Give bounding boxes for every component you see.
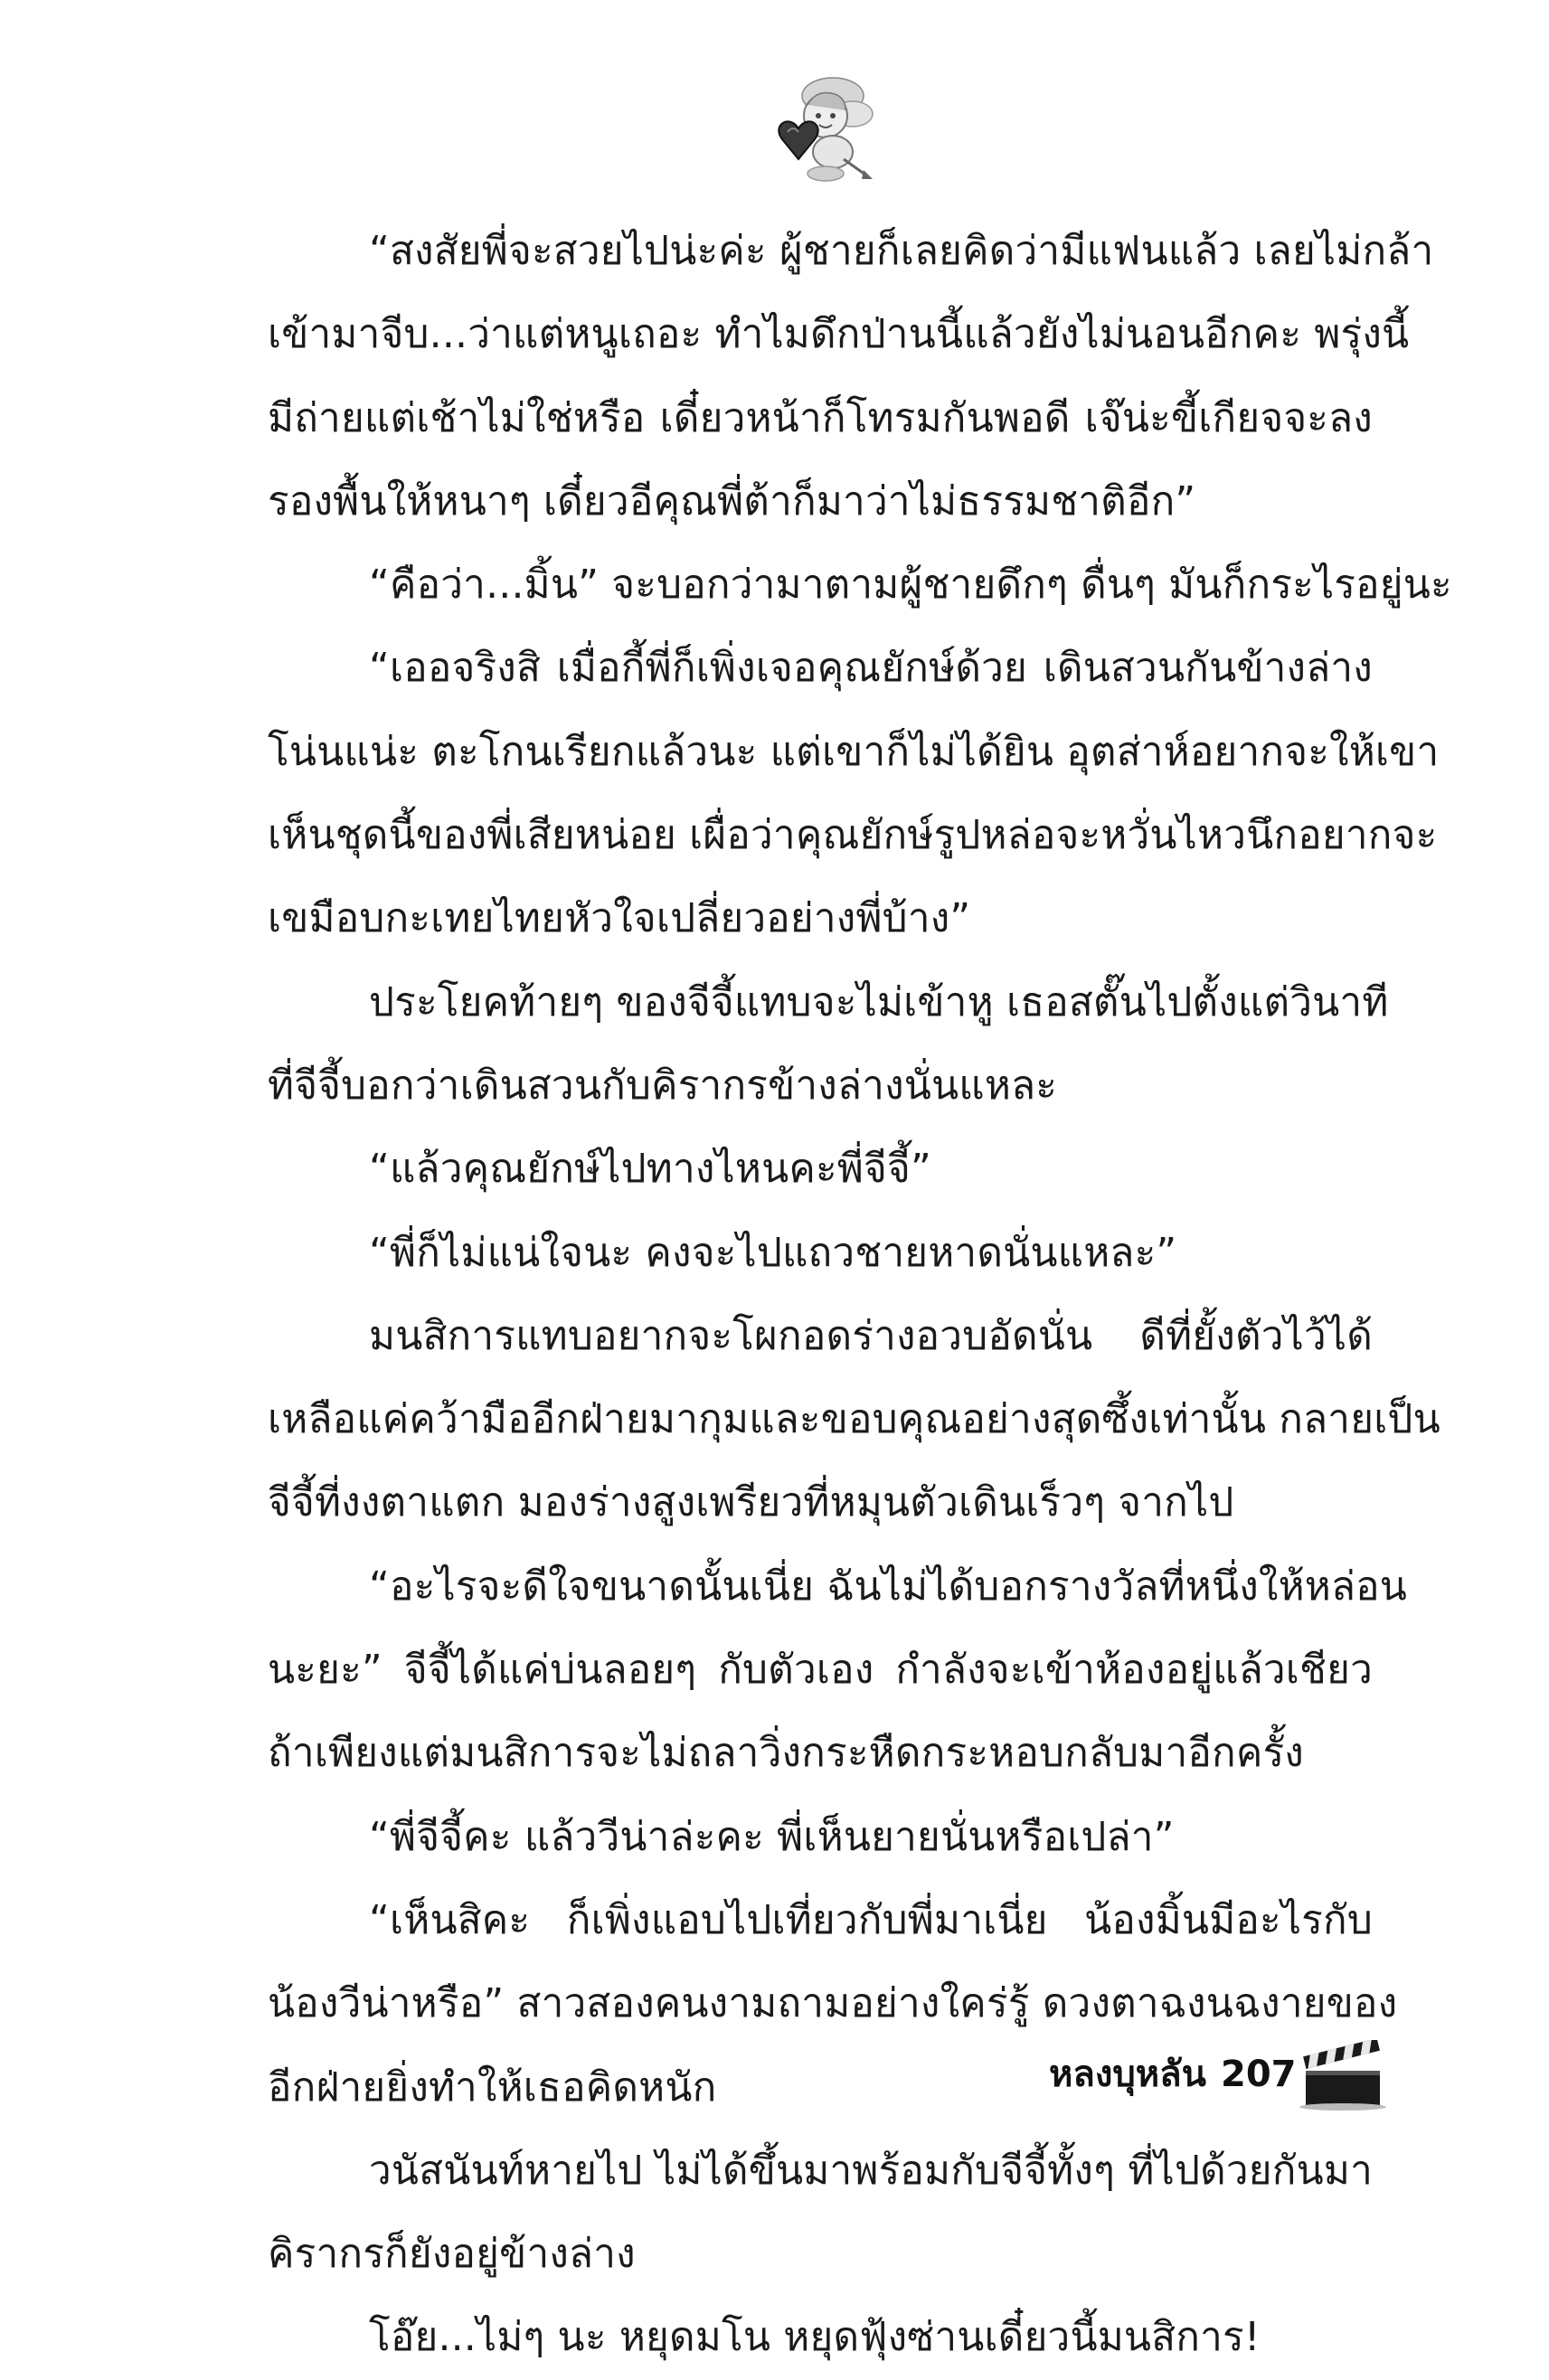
text-line: “แล้วคุณยักษ์ไปทางไหนคะพี่จีจี้”: [369, 1146, 931, 1193]
text-line: อีกฝ่ายยิ่งทำให้เธอคิดหนัก: [268, 2064, 717, 2111]
text-line: ถ้าเพียงแต่มนสิการจะไม่ถลาวิ่งกระหืดกระหอบกลับมาอีกครั้ง: [268, 1730, 1304, 1777]
text-line: “สงสัยพี่จะสวยไปน่ะค่ะ ผู้ชายก็เลยคิดว่ามีแฟนแล้ว เลยไม่กล้า: [369, 228, 1434, 274]
text-line: จีจี้ที่งงตาแตก มองร่างสูงเพรียวที่หมุนตัวเดินเร็วๆ จากไป: [268, 1479, 1234, 1526]
text-line: “เออจริงสิ เมื่อกี้พี่ก็เพิ่งเจอคุณยักษ์ด้วย เดินสวนกันข้างล่าง: [369, 645, 1373, 692]
text-line: เหลือแค่คว้ามืออีกฝ่ายมากุมและขอบคุณอย่างสุดซึ้งเท่านั้น กลายเป็น: [268, 1396, 1440, 1443]
text-line: มนสิการแทบอยากจะโผกอดร่างอวบอัดนั่น ดีที่ยั้งตัวไว้ได้: [369, 1312, 1373, 1359]
text-line: ที่จีจี้บอกว่าเดินสวนกับคิรากรข้างล่างนั่นแหละ: [268, 1062, 1058, 1109]
text-line: “พี่ก็ไม่แน่ใจนะ คงจะไปแถวชายหาดนั่นแหละ”: [369, 1229, 1177, 1276]
book-title: หลงบุหลัน: [1049, 2054, 1207, 2095]
text-line: นะยะ” จีจี้ได้แค่บ่นลอยๆ กับตัวเอง กำลังจะเข้าห้องอยู่แล้วเชียว: [268, 1647, 1373, 1694]
text-line: “คือว่า...มิ้น” จะบอกว่ามาตามผู้ชายดึกๆ ดื่นๆ มันก็กระไรอยู่นะ: [369, 562, 1452, 609]
film-clapperboard-icon: [1293, 2040, 1393, 2111]
text-line: “เห็นสิคะ ก็เพิ่งแอบไปเที่ยวกับพี่มาเนี่ย น้องมิ้นมีอะไรกับ: [369, 1896, 1373, 1943]
text-line: “อะไรจะดีใจขนาดนั้นเนี่ย ฉันไม่ได้บอกรางวัลที่หนึ่งให้หล่อน: [369, 1563, 1408, 1610]
page-number: 207: [1221, 2054, 1297, 2095]
text-line: น้องวีน่าหรือ” สาวสองคนงามถามอย่างใคร่รู้ ดวงตาฉงนฉงายของ: [268, 1980, 1398, 2027]
text-line: เห็นชุดนี้ของพี่เสียหน่อย เผื่อว่าคุณยักษ์รูปหล่อจะหวั่นไหวนึกอยากจะ: [268, 812, 1438, 859]
text-line: รองพื้นให้หนาๆ เดี๋ยวอีคุณพี่ต้าก็มาว่าไม่ธรรมชาติอีก”: [268, 477, 1196, 524]
cupid-heart-icon: [762, 69, 880, 184]
text-line: คิรากรก็ยังอยู่ข้างล่าง: [268, 2231, 636, 2278]
text-line: โน่นแน่ะ ตะโกนเรียกแล้วนะ แต่เขาก็ไม่ได้ยิน อุตส่าห์อยากจะให้เขา: [268, 728, 1440, 775]
text-line: เข้ามาจีบ...ว่าแต่หนูเถอะ ทำไมดึกป่านนี้แล้วยังไม่นอนอีกคะ พรุ่งนี้: [268, 311, 1410, 358]
text-line: วนัสนันท์หายไป ไม่ได้ขึ้นมาพร้อมกับจีจี้ทั้งๆ ที่ไปด้วยกันมา: [369, 2147, 1373, 2194]
text-line: เขมือบกะเทยไทยหัวใจเปลี่ยวอย่างพี่บ้าง”: [268, 895, 971, 942]
page-footer: [1022, 2040, 1402, 2112]
text-line: ประโยคท้ายๆ ของจีจี้แทบจะไม่เข้าหู เธอสตั๊นไปตั้งแต่วินาที: [369, 978, 1389, 1025]
text-line: “พี่จีจี้คะ แล้ววีน่าล่ะคะ พี่เห็นยายนั่นหรือเปล่า”: [369, 1813, 1175, 1860]
text-line: โอ๊ย...ไม่ๆ นะ หยุดมโน หยุดฟุ้งซ่านเดี๋ยวนี้มนสิการ!: [369, 2314, 1261, 2361]
text-line: มีถ่ายแต่เช้าไม่ใช่หรือ เดี๋ยวหน้าก็โทรมกันพอดี เจ๊น่ะขี้เกียจจะลง: [268, 394, 1373, 441]
